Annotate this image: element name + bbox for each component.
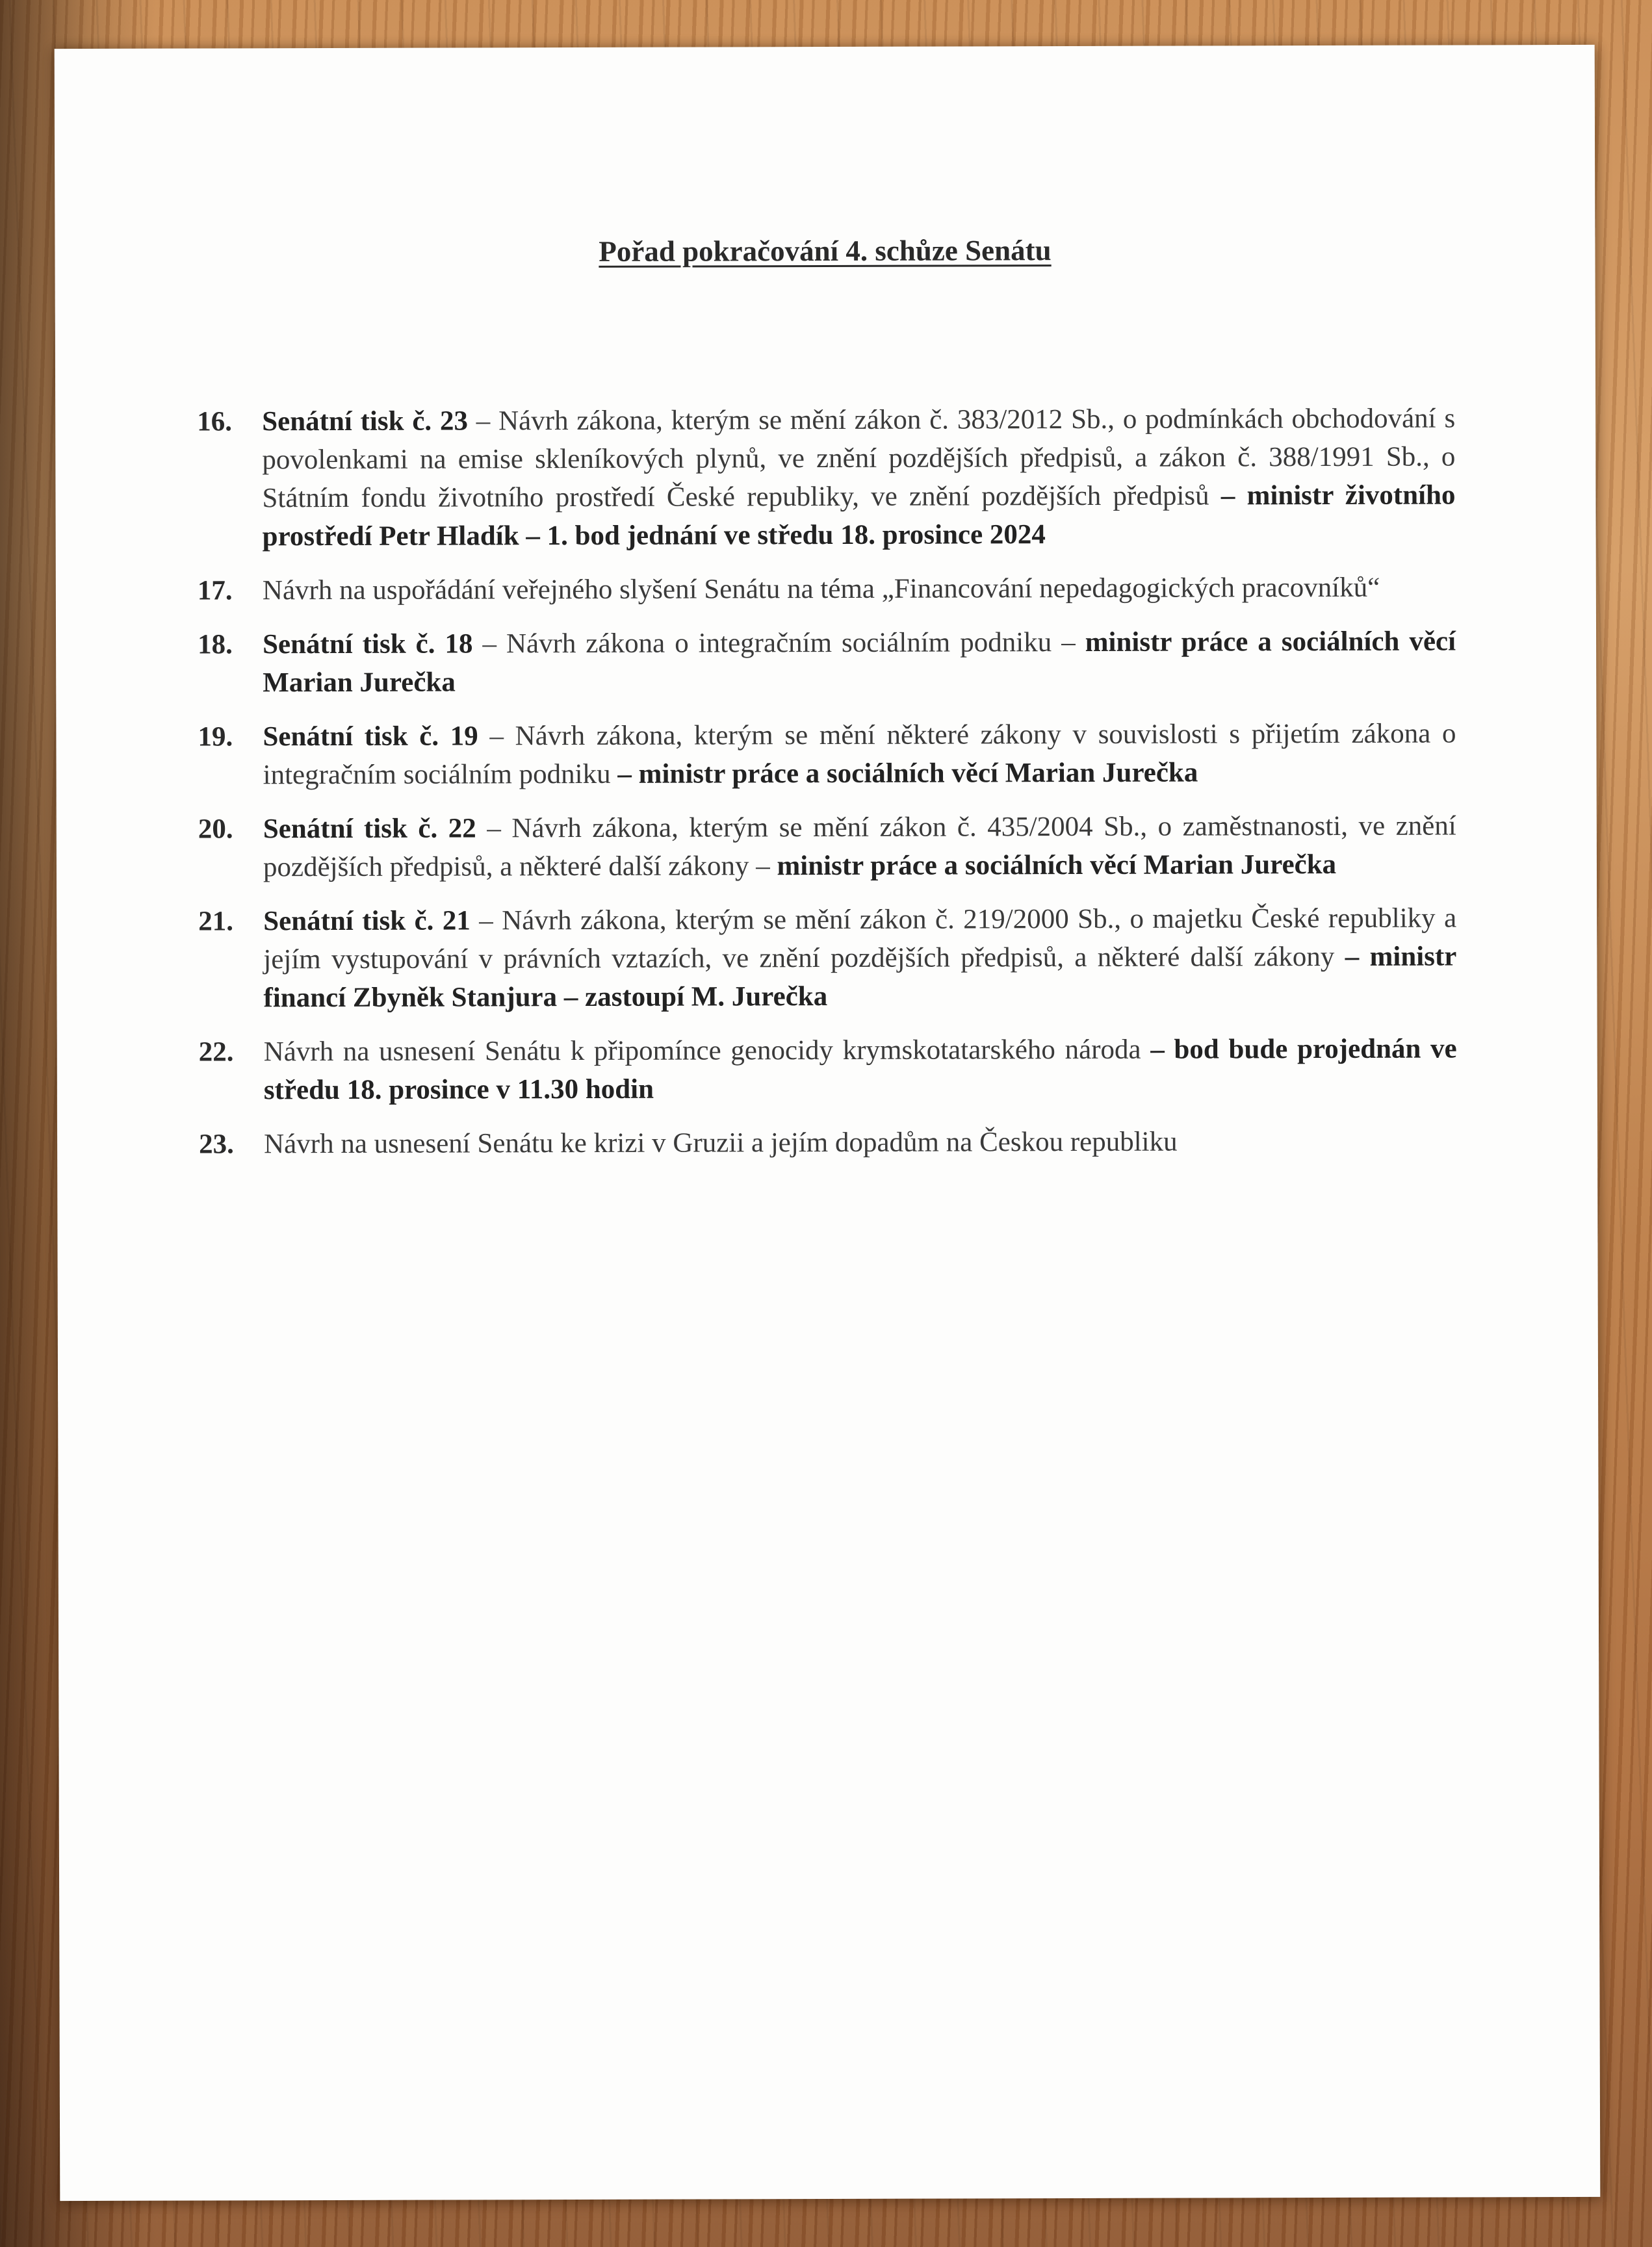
agenda-item-lead: Senátní tisk č. 18 (263, 628, 473, 660)
agenda-item-16 (197, 399, 1456, 556)
agenda-item-text: – Návrh zákona, kterým se mění zákon č. 383/2012 Sb., o podmínkách obchodování s povolenkami na emise skleníkových plynů, ve znění pozdějších předpisů, a zákon č. 388/1991 Sb., o Státním fondu životního prostředí České republiky, ve znění pozdějších předpisů (262, 403, 1456, 514)
agenda-item-number: 18. (198, 629, 233, 660)
agenda-item-number: 20. (198, 814, 233, 845)
agenda-item-21 (198, 899, 1456, 1017)
agenda-item-tail: – ministr životního prostředí Petr Hladík – 1. bod jednání ve středu 18. prosince 2024 (262, 480, 1456, 552)
agenda-item-17 (198, 568, 1456, 610)
agenda-item-number: 23. (199, 1129, 234, 1160)
agenda-item-tail: ministr práce a sociálních věcí Marian Jurečka (777, 849, 1337, 882)
agenda-item-number: 19. (198, 721, 233, 752)
agenda-item-number: 17. (197, 575, 233, 606)
agenda-item-tail: – ministr práce a sociálních věcí Marian Jurečka (617, 757, 1198, 790)
agenda-item-text: Návrh na usnesení Senátu ke krizi v Gruzii a jejím dopadům na Českou republiku (264, 1126, 1178, 1160)
agenda-item-text: – Návrh zákona o integračním sociálním podniku – (472, 626, 1085, 660)
agenda-item-lead: Senátní tisk č. 21 (263, 905, 471, 937)
agenda-item-tail: ministr práce a sociálních věcí Marian Jurečka (263, 626, 1456, 699)
agenda-item-tail: – bod bude projednán ve středu 18. prosince v 11.30 hodin (263, 1033, 1457, 1106)
agenda-item-19 (198, 714, 1456, 794)
agenda-item-text: Návrh na uspořádání veřejného slyšení Senátu na téma „Financování nepedagogických pracovníků“ (262, 572, 1380, 606)
agenda-item-tail: – ministr financí Zbyněk Stanjura – zastoupí M. Jurečka (263, 941, 1457, 1014)
agenda-item-number: 21. (198, 906, 233, 937)
agenda-item-22 (199, 1029, 1457, 1109)
agenda-item-number: 16. (197, 406, 232, 437)
document-title (55, 232, 1595, 270)
agenda-list (197, 399, 1457, 1179)
agenda-item-18 (198, 622, 1456, 702)
agenda-item-lead: Senátní tisk č. 19 (263, 721, 478, 752)
agenda-item-lead: Senátní tisk č. 22 (263, 813, 476, 845)
agenda-item-20 (198, 806, 1456, 886)
agenda-item-text: – Návrh zákona, kterým se mění některé zákony v souvislosti s přijetím zákona o integračním sociálním podniku (263, 718, 1456, 791)
agenda-item-text: – Návrh zákona, kterým se mění zákon č. 219/2000 Sb., o majetku České republiky a jejím vystupování v právních vztazích, ve znění pozdějších předpisů, a některé další zákony (263, 903, 1457, 975)
agenda-item-lead: Senátní tisk č. 23 (262, 405, 469, 437)
agenda-item-text: – Návrh zákona, kterým se mění zákon č. 435/2004 Sb., o zaměstnanosti, ve znění pozdějších předpisů, a některé další zákony – (263, 810, 1456, 883)
paper-sheet (55, 45, 1601, 2201)
agenda-item-23 (199, 1122, 1457, 1163)
document-title-text: Pořad pokračování 4. schůze Senátu (599, 234, 1052, 268)
agenda-item-text: Návrh na usnesení Senátu k připomínce genocidy krymskotatarského národa (263, 1034, 1151, 1068)
agenda-item-number: 22. (198, 1036, 234, 1068)
